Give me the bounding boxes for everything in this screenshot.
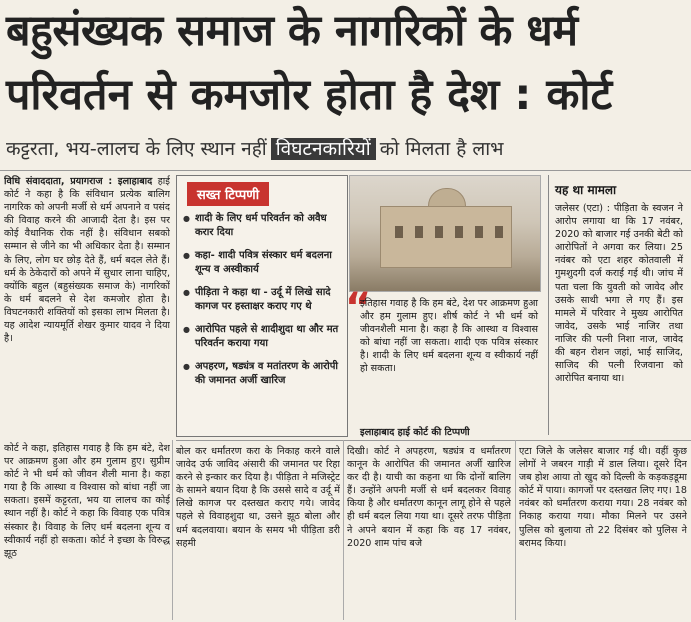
article-text-4: एटा जिले के जलेसर बाजार गई थी। वहीं कुछ लोगों ने जबरन गाड़ी में डाल लिया। दूसरे दिन जब होश आया तो खुद को दिल्ली के कड़कड़डूमा कोर्ट में पाया। कागजों पर दस्तखत लिए गए। 18 नवंबर को धर्मांतरण कराया गया। 28 नवंबर को निकाह कराया गया। मौका मिलने पर उसने पुलिस को बुलाया तो 22 दिसंबर को पुलिस ने बरामद किया। [519,446,687,549]
list-item: ● पीड़िता ने कहा था - उर्दू में लिखे सादे कागज पर हस्ताक्षर कराए गए थे [183,286,343,314]
window-shape [475,226,483,238]
article-text-1b: कोर्ट ने कहा, इतिहास गवाह है कि हम बंटे, देश पर आक्रमण हुआ और हम गुलाम हुए। सुप्रीम कोर्ट ने भी धर्म को जीवन शैली माना है। कहा गया है कि आस्था व विश्वास को बांधा नहीं जा सकता। इसमें कट्टरता, भय या लालच का कोई स्थान नहीं है। कोर्ट ने कहा कि विवाह एक पवित्र संस्कार है। विवाह के लिए धर्म बदलना शून्य व स्वीकार्य नहीं हो सकता। कोर्ट ने इच्छा के विरुद्ध झूठ [4,443,170,559]
list-item: ● आरोपित पहले से शादीशुदा था और मत परिवर्तन कराया गया [183,323,343,351]
article-column-2 [176,445,340,618]
article-column-1b [4,442,170,618]
case-details-box [548,175,689,435]
case-text: जलेसर (एटा) : पीड़िता के स्वजन ने आरोप लगाया था कि 17 नवंबर, 2020 को बाजार गई उनकी बेटी को आरोपितों ने अगवा कर लिया। 25 नवंबर को एटा शहर कोतवाली में गुमशुदगी दर्ज कराई गई थी। जांच में पता चला कि युवती को जावेद और उसके साथी भगा ले गए हैं। इस मामले में परिवार ने मुख्य आरोपित जावेद, उसके भाई नाजिर तथा नाजिर की पत्नी निशा नाज, जावेद की बहन रोशन जहां, भाई साजिद, साजिद की पत्नी रिजवाना को आरोपित बनाया था। [555,203,683,385]
article-column-4 [519,445,687,618]
high-court-photo [349,175,541,292]
divider [0,170,691,171]
quote-signature: इलाहाबाद हाई कोर्ट की टिप्पणी [360,427,470,438]
subheadline [6,132,691,166]
box-title: सख्त टिप्पणी [187,182,269,206]
quote-mark-icon: “ [345,285,372,331]
list-item: ● कहा- शादी पवित्र संस्कार धर्म बदलना शून्य व अस्वीकार्य [183,249,343,277]
quote-text: इतिहास गवाह है कि हम बंटे, देश पर आक्रमण हुआ और हम गुलाम हुए। शीर्ष कोर्ट ने भी धर्म को जीवनशैली माना है। कहा है कि आस्था व विश्वास को बांधा नहीं जा सकता। शादी एक पवित्र संस्कार है। शादी के लिए धर्म बदलना शून्य व स्वीकार्य नहीं हो सकता। [360,298,538,375]
article-text-3: दिखी। कोर्ट ने अपहरण, षड्यंत्र व धर्मांतरण कानून के आरोपित की जमानत अर्जी खारिज कर दी है। याची का कहना था कि दोनों बालिग हैं। उन्होंने अपनी मर्जी से धर्म बदलकर विवाह किया है और धर्मांतरण कानून लागू होने से पहले ही धर्म बदल लिया गया था। दूसरे तरफ पीड़िता ने अपने बयान में कहा कि वह 17 नवंबर, 2020 शाम पांच बजे [347,446,511,549]
article-column-1 [4,175,170,441]
dateline: विधि संवाददाता, प्रयागराज : इलाहाबाद [4,176,153,187]
subheadline-after: को मिलता है लाभ [379,138,504,160]
remarks-list [183,212,343,397]
divider [172,440,173,620]
window-shape [495,226,503,238]
divider [176,440,691,441]
article-column-3 [347,445,511,618]
strict-remarks-box [176,175,348,437]
divider [343,440,344,620]
subheadline-highlight: विघटनकारियों [271,138,376,160]
list-item: ● अपहरण, षड्यंत्र व मतांतरण के आरोपी की जमानत अर्जी खारिज [183,360,343,388]
list-item: ● शादी के लिए धर्म परिवर्तन को अवैध करार दिया [183,212,343,240]
window-shape [415,226,423,238]
case-title: यह था मामला [555,183,617,197]
article-text-2: बोल कर धर्मांतरण करा के निकाह करने वाले जावेद उर्फ जाविद अंसारी की जमानत पर रिहा करने से इन्कार कर दिया है। पीड़िता ने मजिस्ट्रेट के सामने बयान दिया है कि उससे सादे व उर्दू में लिखे कागज पर दस्तखत कराए गये। जावेद पहले से विवाहशुदा था, उसने झूठ बोला और धर्म बदलवाया। बयान के समय भी पीड़िता डरी सहमी [176,446,340,549]
headline-line-1: बहुसंख्यक समाज के नागरिकों के धर्म [6,6,578,56]
window-shape [455,226,463,238]
window-shape [395,226,403,238]
window-shape [435,226,443,238]
divider [515,440,516,620]
subheadline-before: कट्टरता, भय-लालच के लिए स्थान नहीं [6,138,267,160]
article-text-1: हाई कोर्ट ने कहा है कि संविधान प्रत्येक बालिग नागरिक को अपनी मर्जी से धर्म अपनाने व पसंद की विवाह करने की आजादी देता है। इस पर कोई वैधानिक रोक नहीं है। संविधान सबको सम्मान से जीने का भी अधिकार देता है। सम्मान के लिए, लोग घर छोड़ देते हैं, धर्म बदल लेते हैं। धर्म के ठेकेदारों को अपने में सुधार लाना चाहिए, क्योंकि बहुल (बहुसंख्यक समाज के) नागरिकों के धर्म बदलने से देश कमजोर होता है। विघटनकारी शक्तियों को इसका लाभ मिलता है। यह आदेश न्यायमूर्ति शेखर कुमार यादव ने दिया है। [4,176,170,345]
headline-line-2: परिवर्तन से कमजोर होता है देश : कोर्ट [6,70,613,120]
